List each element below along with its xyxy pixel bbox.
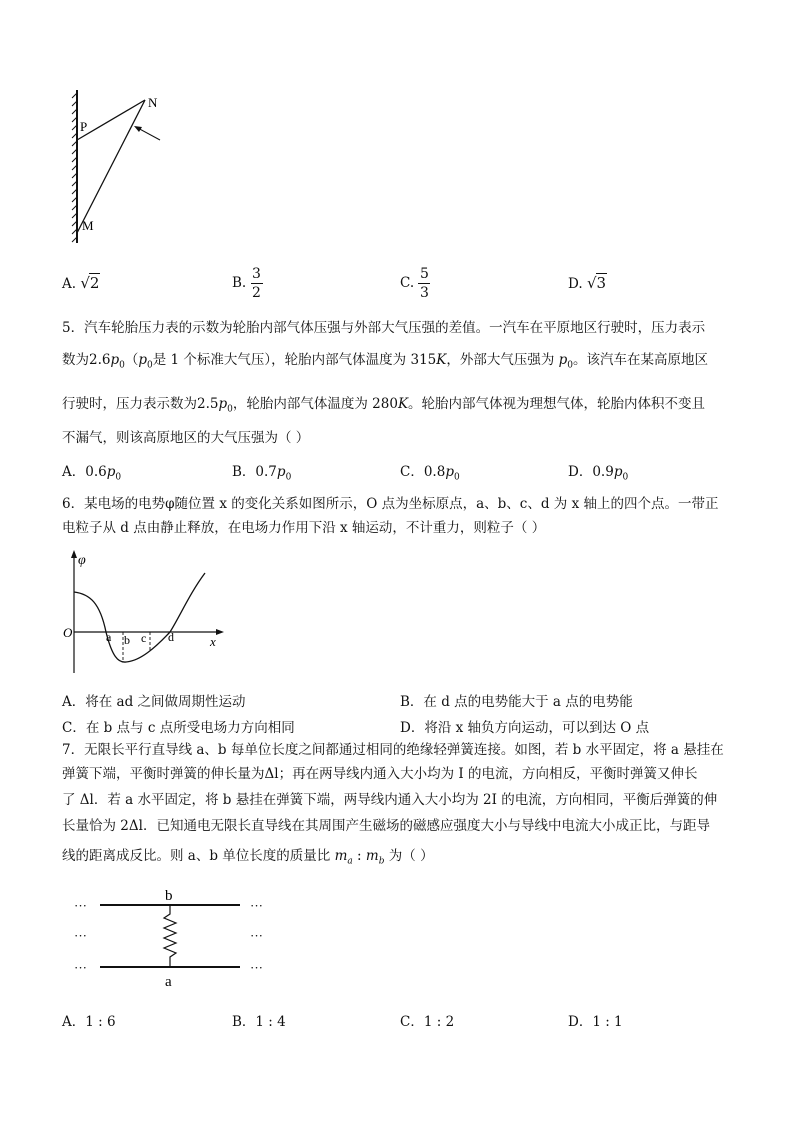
q6-option-c[interactable]: C．在 b 点与 c 点所受电场力方向相同 [62,720,295,736]
q7-line5: 线的距离成反比。则 a、b 单位长度的质量比 $m_a$ : $m_b$ 为（ ） [62,848,434,867]
q7-option-a[interactable]: A．1 : 6 [62,1014,116,1030]
label-n: N [148,95,158,110]
fig-dots-top-left: ··· [74,898,87,913]
q5-option-d[interactable]: D．$0.9p_0$ [568,464,629,483]
q6-line2: 电粒子从 d 点由静止释放，在电场力作用下沿 x 轴运动，不计重力，则粒子（ ） [62,520,546,536]
q5-line4: 不漏气，则该高原地区的大气压强为（ ） [62,430,310,446]
q4-option-c[interactable]: C. $\frac{5}{3}$ [400,266,429,301]
q5-option-c[interactable]: C．$0.8p_0$ [400,464,460,483]
label-m: M [82,218,94,233]
graph-b: b [124,633,130,647]
q7-line3: 了 Δl．若 a 水平固定，将 b 悬挂在弹簧下端，两导线内通入大小均为 2I 的电流，方向相同，平衡后弹簧的伸 [62,792,718,808]
wire-spring-figure [70,884,285,992]
potential-graph [60,548,230,678]
label-p: P [80,119,88,134]
q6-option-a[interactable]: A．将在 ad 之间做周期性运动 [62,694,246,710]
q7-option-d[interactable]: D．1 : 1 [568,1014,623,1030]
q7-option-c[interactable]: C．1 : 2 [400,1014,455,1030]
graph-d: d [168,630,174,644]
graph-origin: O [63,625,73,640]
pmn-figure [60,85,200,250]
fig-label-b: b [165,888,173,904]
q5-option-a[interactable]: A．$0.6p_0$ [62,464,122,483]
q5-line3: 行驶时，压力表示数为$2.5p_0$，轮胎内部气体温度为 280K。轮胎内部气体视为理想气体，轮胎内体积不变且 [62,396,706,415]
fig-dots-mid-right: ··· [250,928,263,943]
q5-line1: 5．汽车轮胎压力表的示数为轮胎内部气体压强与外部大气压强的差值。一汽车在平原地区行驶时，压力表示 [62,320,706,336]
fig-label-a: a [165,974,172,990]
q4-option-a[interactable]: A. √2 [62,274,100,292]
q7-line1: 7．无限长平行直导线 a、b 每单位长度之间都通过相同的绝缘轻弹簧连接。如图，若 b 水平固定，将 a 悬挂在 [62,742,724,758]
graph-a: a [106,630,112,644]
q6-option-d[interactable]: D．将沿 x 轴负方向运动，可以到达 O 点 [400,720,650,736]
q7-line2: 弹簧下端，平衡时弹簧的伸长量为Δl；再在两导线内通入大小均为 I 的电流，方向相反，平衡时弹簧又伸长 [62,766,698,782]
graph-c: c [141,631,147,645]
q7-option-b[interactable]: B．1 : 4 [232,1014,286,1030]
graph-phi: φ [78,553,86,568]
fig-dots-mid-left: ··· [74,928,87,943]
graph-x: x [210,634,216,649]
q6-option-b[interactable]: B．在 d 点的电势能大于 a 点的电势能 [400,694,633,710]
q4-option-b[interactable]: B. $\frac{3}{2}$ [232,266,261,301]
fig-dots-bot-right: ··· [250,960,263,975]
q7-line4: 长量恰为 2Δl．已知通电无限长直导线在其周围产生磁场的磁感应强度大小与导线中电流大小成正比，与距导 [62,818,710,834]
fig-dots-bot-left: ··· [74,960,87,975]
q4-option-d[interactable]: D. √3 [568,274,607,292]
q6-line1: 6．某电场的电势φ随位置 x 的变化关系如图所示，O 点为坐标原点，a、b、c、d 为 x 轴上的四个点。一带正 [62,496,719,512]
fig-dots-top-right: ··· [250,898,263,913]
q5-option-b[interactable]: B．$0.7p_0$ [232,464,292,483]
q5-line2: 数为$2.6p_0(p_0$是 1 个标准大气压），轮胎内部气体温度为 315K，外部大气压强为 $p_0$。该汽车在某高原地区 [62,352,709,371]
